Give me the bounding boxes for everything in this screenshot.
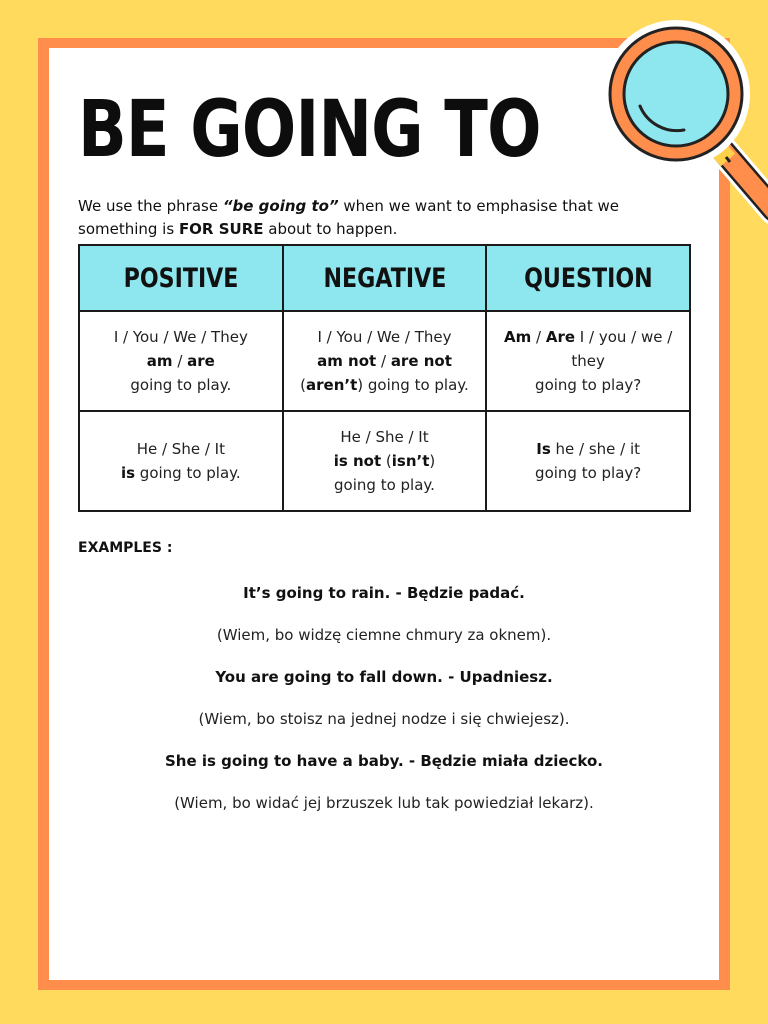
cell-line: I / You / We / They [317,328,452,346]
header-question [486,245,690,311]
cell-bold: is [120,464,136,482]
cell-text: ( [381,452,392,470]
cell-bold: Are [545,328,576,346]
cell-bold: are [187,352,215,370]
magnifier-lens [602,20,750,168]
example-sentence: You are going to fall down. - Upadniesz. [215,668,553,686]
cell-line: He / She / It [340,428,429,446]
cell-text: / [376,352,391,370]
cell-text: / [531,328,546,346]
cell-text: ) going to play. [357,376,469,394]
grammar-table [78,244,691,512]
cell-text: ) [429,452,436,470]
cell-line [292,349,478,373]
cell-positive-singular [79,411,283,511]
cell-line [292,449,478,473]
cell-bold: aren’t [306,376,358,394]
cell-text: ( [300,376,307,394]
intro-middle: when we want to emphasise that we something is [78,197,619,238]
header-negative [283,245,487,311]
cell-line [495,325,681,349]
cell-negative-plural [283,311,487,411]
cell-bold: Is [536,440,551,458]
examples-heading: EXAMPLES : [78,540,173,556]
example-sentence: She is going to have a baby. - Będzie miała dziecko. [164,752,604,770]
intro-phrase: “be going to” [222,197,339,215]
header-question-label: QUESTION [523,262,653,294]
cell-positive-plural [79,311,283,411]
cell-bold: Am [504,328,532,346]
cell-line: going to play. [130,376,232,394]
cell-bold: am not [317,352,377,370]
cell-line: they [571,352,605,370]
cell-text: going to play. [135,464,241,482]
cell-question-plural [486,311,690,411]
example-reason: (Wiem, bo stoisz na jednej nodze i się chwiejesz). [198,710,570,728]
page-title: BE GOING TO [78,85,541,175]
cell-question-singular [486,411,690,511]
cell-line: going to play? [535,376,642,394]
example-reason: (Wiem, bo widzę ciemne chmury za oknem). [216,626,552,644]
header-positive-label: POSITIVE [123,262,239,294]
cell-negative-singular [283,411,487,511]
intro-before: We use the phrase [78,197,223,215]
cell-line [88,461,274,485]
cell-line [88,349,274,373]
cell-text: he / she / it [550,440,641,458]
intro-after: about to happen. [263,220,398,238]
cell-line: going to play. [334,476,435,494]
cell-line: He / She / It [136,440,225,458]
table-header-row [79,245,690,311]
example-reason: (Wiem, bo widać jej brzuszek lub tak powiedział lekarz). [174,794,594,812]
cell-line [292,373,478,397]
example-sentence: It’s going to rain. - Będzie padać. [243,584,525,602]
table-row [79,411,690,511]
cell-text: I / you / we / [575,328,673,346]
cell-bold: am [146,352,173,370]
header-negative-label: NEGATIVE [323,262,446,294]
table-row [79,311,690,411]
header-positive [79,245,283,311]
cell-bold: is not [333,452,382,470]
cell-line [495,437,681,461]
magnifying-glass-icon [588,10,768,230]
cell-text: / [172,352,188,370]
cell-line: going to play? [535,464,642,482]
cell-bold: are not [390,352,452,370]
intro-emphasis: FOR SURE [178,220,264,238]
cell-bold: isn’t [391,452,430,470]
cell-line: I / You / We / They [113,328,248,346]
